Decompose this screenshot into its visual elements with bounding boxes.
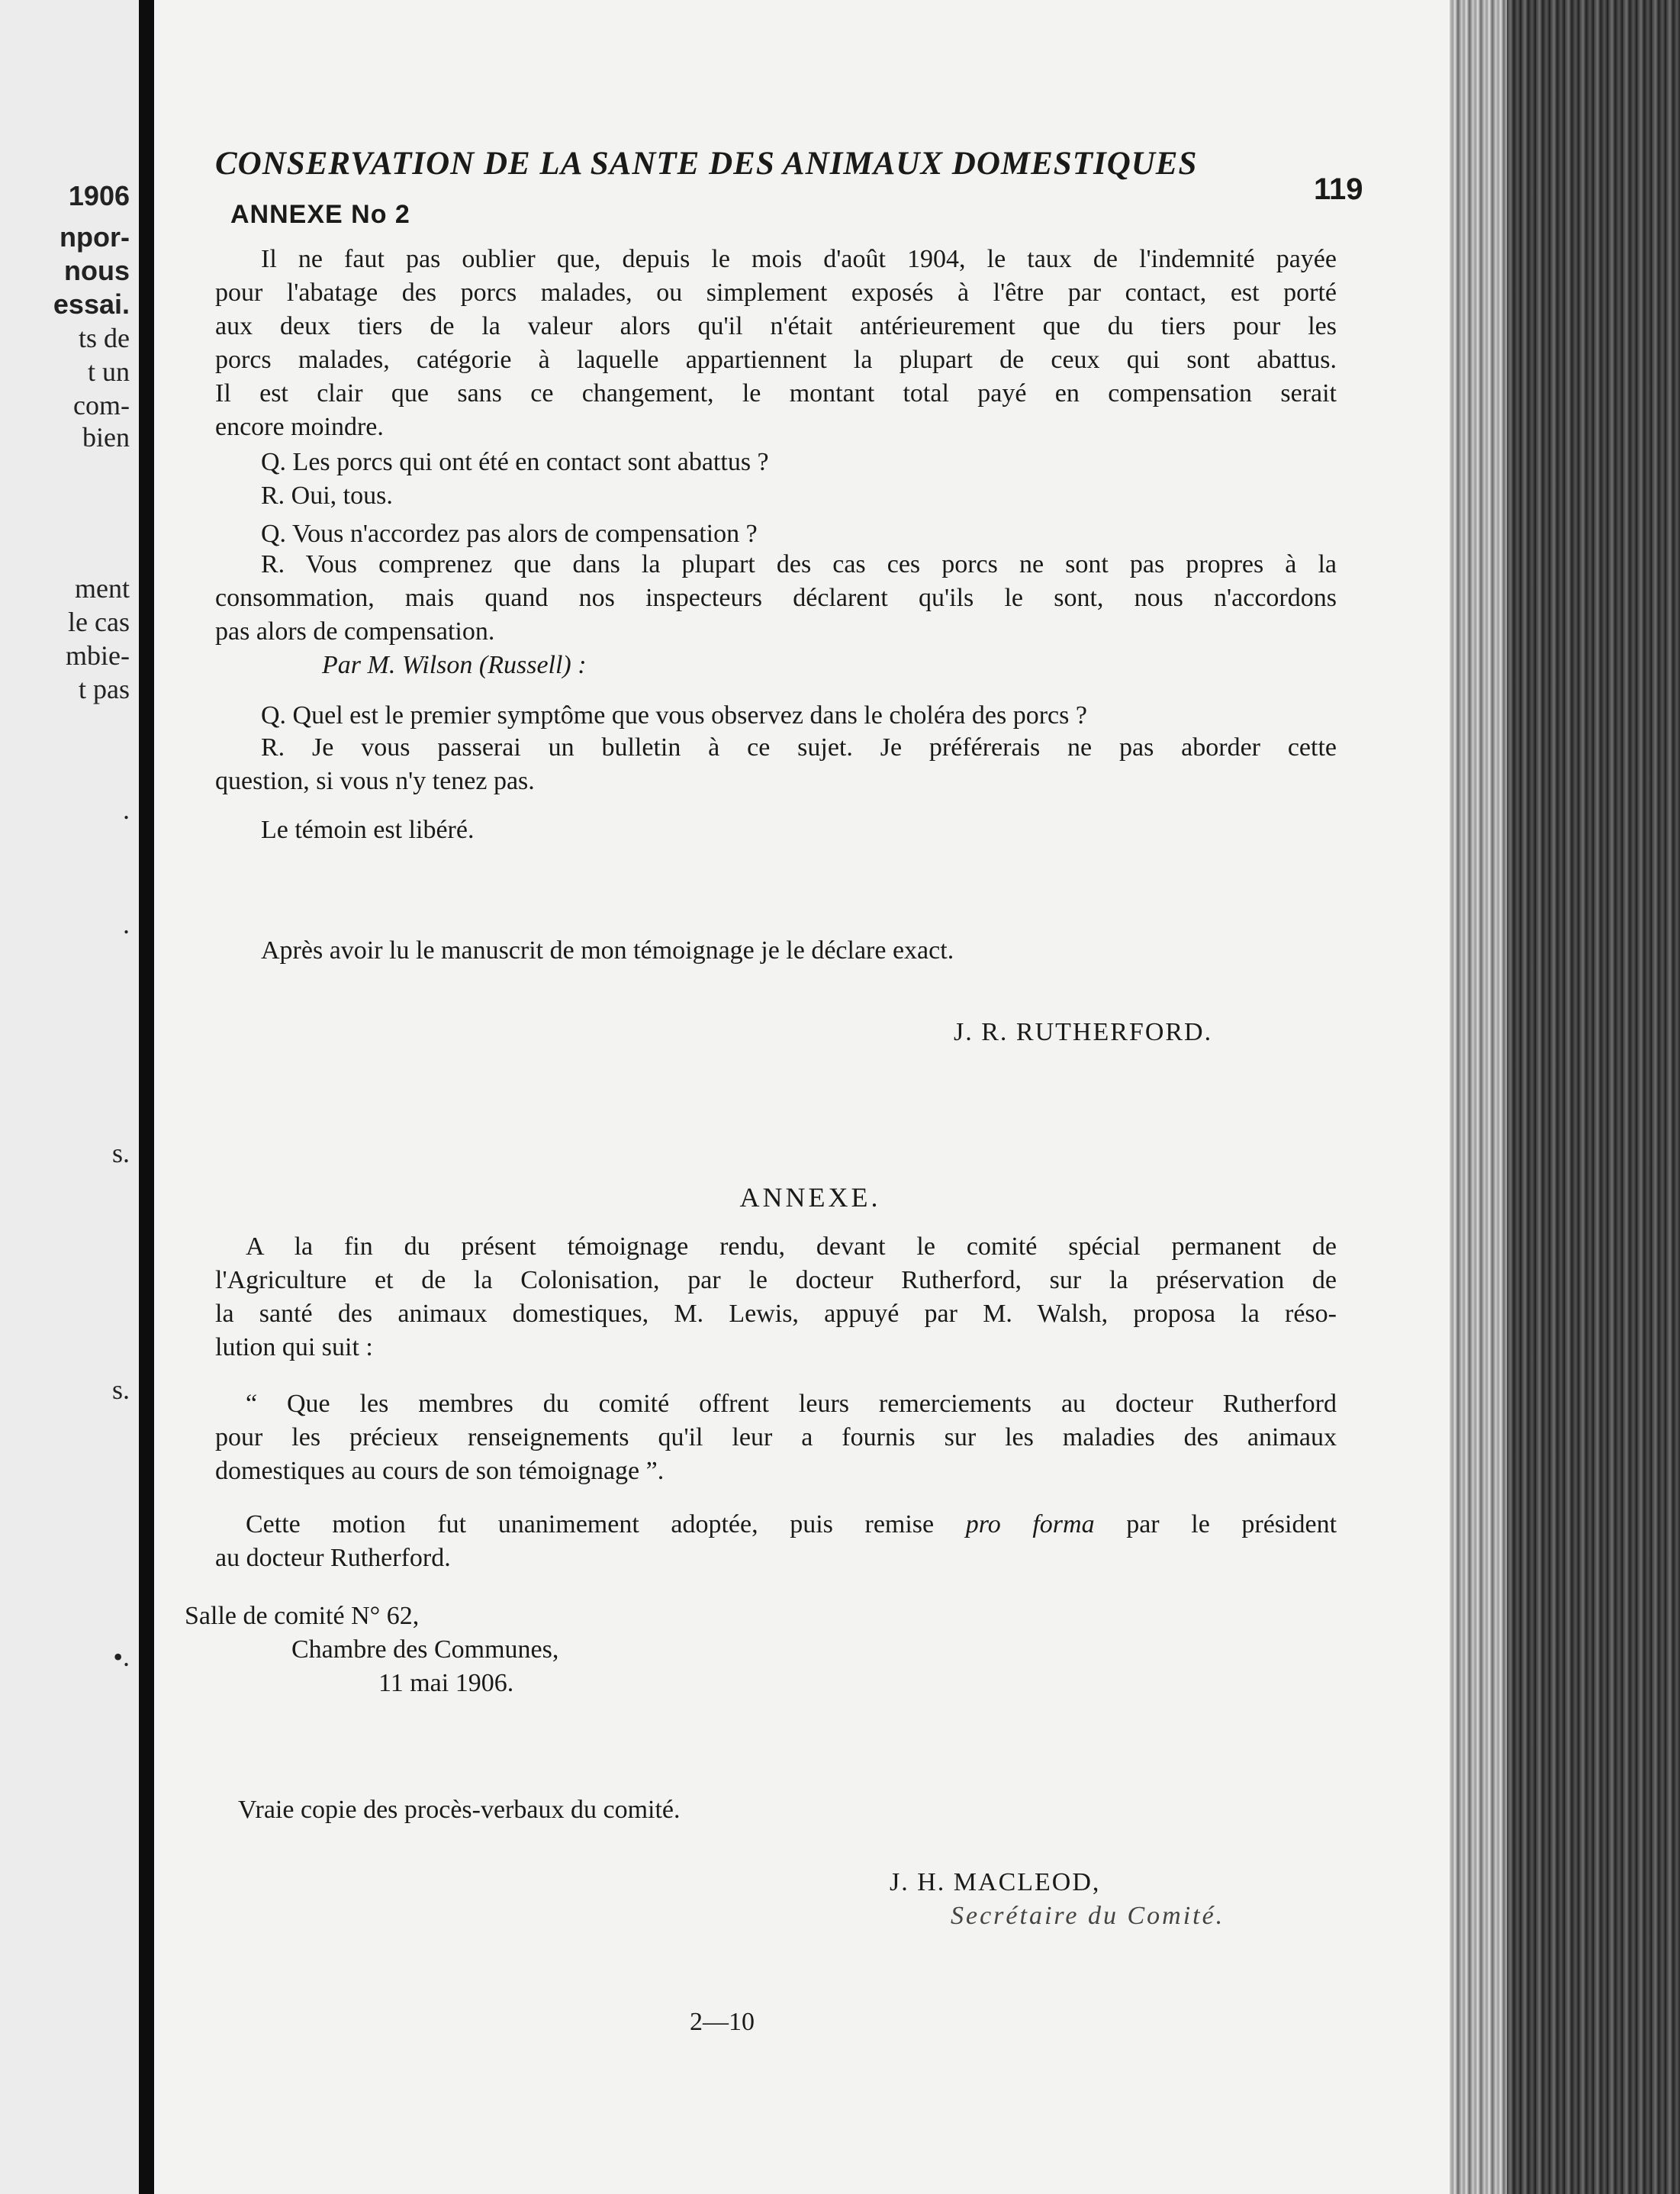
question-1: Q. Les porcs qui ont été en contact sont abattus ?: [261, 448, 769, 476]
left-fragment: s.: [111, 1374, 130, 1405]
motion-text: par le président: [1126, 1510, 1337, 1538]
text-line: R. Vous comprenez que dans la plupart des cas ces porcs ne sont pas propres à la: [261, 550, 1337, 578]
text-line: “ Que les membres du comité offrent leurs remerciements au docteur Rutherford: [246, 1390, 1337, 1418]
text-line: pour l'abatage des porcs malades, ou simplement exposés à l'être par contact, est porté: [215, 279, 1337, 307]
left-fragment: s.: [111, 1138, 130, 1168]
declaration: Après avoir lu le manuscrit de mon témoignage je le déclare exact.: [261, 936, 954, 965]
annexe-motion: [215, 1508, 1337, 1575]
signature-macleod: J. H. MACLEOD,: [890, 1868, 1101, 1896]
place-line-2: Chambre des Communes,: [291, 1635, 559, 1664]
answer-3: [215, 731, 1337, 798]
text-line: domestiques au cours de son témoignage ”.: [215, 1457, 665, 1485]
annexe-paragraph-1: [215, 1230, 1337, 1364]
text-line: pas alors de compensation.: [215, 617, 495, 646]
book-edge-dark: [1507, 0, 1680, 2194]
question-2: Q. Vous n'accordez pas alors de compensation ?: [261, 520, 758, 548]
text-line: question, si vous n'y tenez pas.: [215, 767, 535, 795]
text-line: au docteur Rutherford.: [215, 1544, 451, 1572]
page-footer: 2—10: [690, 2008, 755, 2036]
running-title: CONSERVATION DE LA SANTE DES ANIMAUX DOMESTIQUES: [215, 146, 1198, 182]
annexe-label: ANNEXE No 2: [230, 200, 410, 229]
witness-released: Le témoin est libéré.: [261, 816, 475, 844]
text-line: consommation, mais quand nos inspecteurs déclarent qu'ils le sont, nous n'accordons: [215, 584, 1337, 612]
text-line: Il est clair que sans ce changement, le montant total payé en compensation serait: [215, 379, 1337, 408]
left-fragment: npor-: [60, 221, 130, 253]
motion-italic: pro forma: [965, 1510, 1095, 1538]
left-fragment: bien: [82, 422, 130, 453]
text-line: la santé des animaux domestiques, M. Lewis, appuyé par M. Walsh, proposa la réso-: [215, 1300, 1337, 1328]
answer-1: R. Oui, tous.: [261, 482, 393, 510]
text-line: l'Agriculture et de la Colonisation, par le docteur Rutherford, sur la préservation de: [215, 1266, 1337, 1294]
annexe-quote: [215, 1387, 1337, 1488]
place-line-1: Salle de comité N° 62,: [185, 1602, 420, 1630]
text-line: A la fin du présent témoignage rendu, devant le comité spécial permanent de: [246, 1232, 1337, 1261]
text-line: pour les précieux renseignements qu'il leur a fournis sur les maladies des animaux: [215, 1423, 1337, 1451]
left-fragment: mbie-: [66, 640, 130, 671]
left-fragment: ts de: [79, 323, 130, 353]
signature-rutherford: J. R. RUTHERFORD.: [954, 1018, 1213, 1046]
question-3: Q. Quel est le premier symptôme que vous observez dans le choléra des porcs ?: [261, 701, 1087, 730]
left-fragment: 1906: [68, 180, 130, 211]
left-page-fragment: [0, 0, 139, 2194]
left-fragment: .: [123, 909, 130, 939]
copy-line: Vraie copie des procès-verbaux du comité.: [238, 1796, 681, 1824]
text-line: encore moindre.: [215, 413, 384, 441]
text-line: porcs malades, catégorie à laquelle appartiennent la plupart de ceux qui sont abattus.: [215, 346, 1337, 374]
left-fragment: .: [123, 794, 130, 825]
signature-title: Secrétaire du Comité.: [951, 1902, 1225, 1930]
left-fragment: ment: [75, 573, 130, 604]
left-fragment: t un: [87, 356, 130, 387]
text-line: R. Je vous passerai un bulletin à ce sujet. Je préférerais ne pas aborder cette: [261, 733, 1337, 762]
left-fragment: t pas: [79, 674, 130, 704]
motion-text: Cette motion fut unanimement adoptée, puis remise: [246, 1510, 935, 1538]
answer-2: [215, 548, 1337, 649]
date-line: 11 mai 1906.: [378, 1669, 514, 1697]
text-line: [215, 1508, 1337, 1542]
text-line: lution qui suit :: [215, 1333, 373, 1361]
left-fragment: essai.: [53, 288, 130, 320]
left-fragment: nous: [64, 255, 130, 286]
left-fragment: •.: [113, 1641, 130, 1672]
left-fragment: com-: [73, 390, 130, 420]
left-fragment: le cas: [68, 607, 130, 637]
annexe-title: ANNEXE.: [739, 1182, 881, 1213]
text-line: aux deux tiers de la valeur alors qu'il n'était antérieurement que du tiers pour les: [215, 312, 1337, 340]
book-gutter: [139, 0, 154, 2194]
speaker-label: Par M. Wilson (Russell) :: [322, 651, 587, 679]
text-line: Il ne faut pas oublier que, depuis le mois d'août 1904, le taux de l'indemnité payée: [261, 245, 1337, 273]
body-paragraph-1: [215, 243, 1337, 444]
page-number: 119: [1314, 172, 1363, 206]
